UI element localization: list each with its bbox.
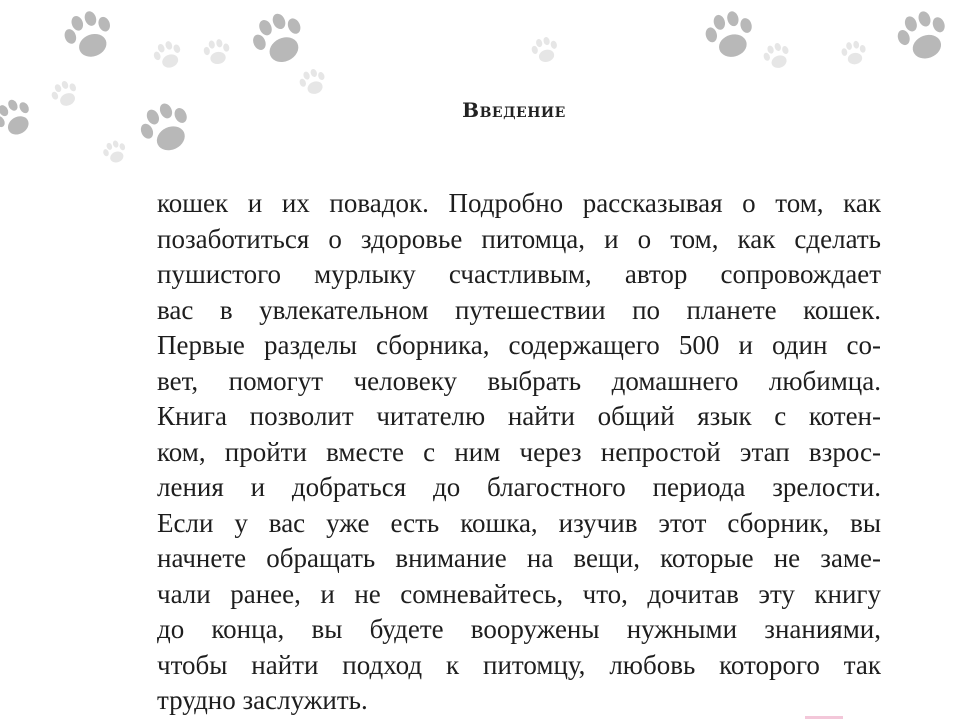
text-line: Если у вас уже есть кошка, изучив этот сборник, вы (157, 507, 881, 538)
text-line: вас в увлекательном путешествии по планете кошек. (157, 294, 881, 325)
text-line: чтобы найти подход к питомцу, любовь которого так (157, 649, 881, 680)
paw-print-icon (246, 8, 312, 70)
text-line: чали ранее, и не сомневайтесь, что, дочитав эту книгу (157, 578, 881, 609)
paw-print-icon (890, 6, 956, 66)
paw-print-icon (838, 38, 870, 68)
accent-mark (805, 716, 843, 719)
text-line: ления и добраться до благостного периода зрелости. (157, 472, 881, 502)
paw-print-icon (200, 36, 234, 68)
text-line: вет, помогут человеку выбрать домашнего любимца. (157, 365, 881, 396)
page-title: Введение (462, 98, 566, 122)
paw-print-icon (100, 138, 130, 166)
text-line: ком, пройти вместе с ним через непростой этап взрос- (157, 436, 881, 467)
text-line: начнете обращать внимание на вещи, которые не заме- (157, 543, 881, 573)
paw-print-icon (58, 6, 120, 64)
text-line: позаботиться о здоровье питомца, и о том, как сделать (157, 223, 881, 254)
text-line: до конца, вы будете вооружены нужными знаниями, (157, 614, 881, 644)
paw-print-icon (150, 38, 186, 72)
paw-print-icon (528, 34, 562, 66)
paw-print-icon (698, 6, 762, 64)
text-line: Первые разделы сборника, содержащего 500 и один со- (157, 330, 881, 360)
text-line: Книга позволит читателю найти общий язык с котен- (157, 401, 881, 431)
paw-print-icon (760, 40, 794, 72)
text-line: кошек и их повадок. Подробно рассказывая о том, как (157, 188, 881, 218)
text-line: пушистого мурлыку счастливым, автор сопровождает (157, 259, 881, 289)
paw-print-icon (296, 66, 330, 98)
text-line: трудно заслужить. (157, 685, 368, 715)
body-text (157, 186, 881, 719)
